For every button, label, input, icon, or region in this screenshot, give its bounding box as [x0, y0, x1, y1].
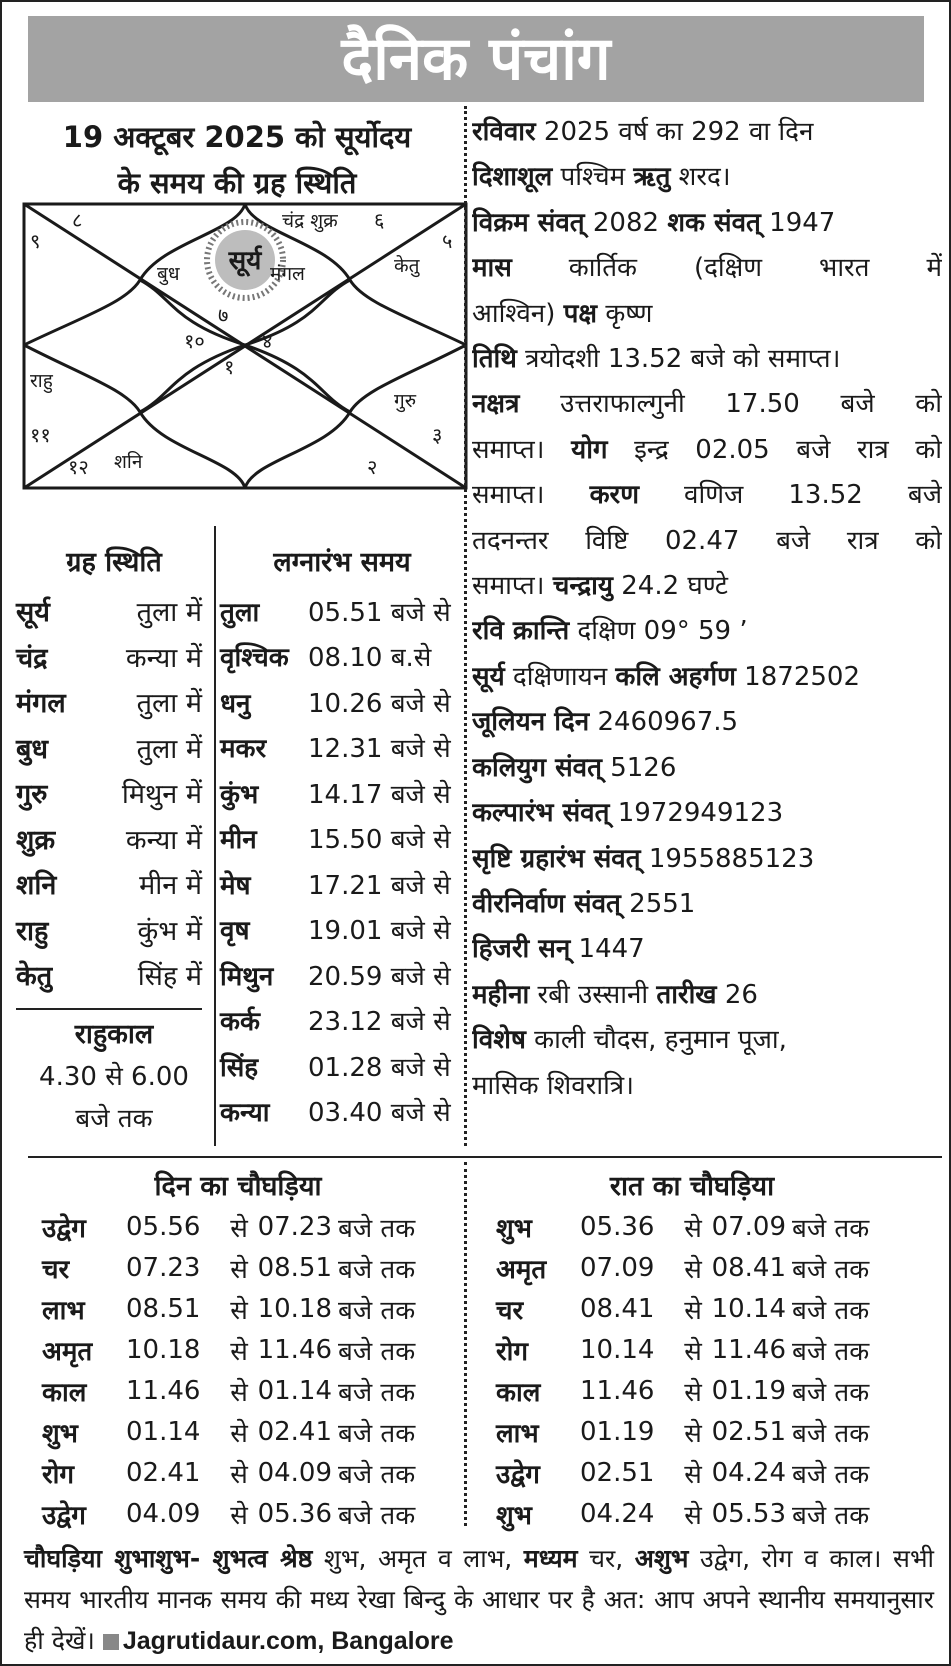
choghadiya-se: से — [684, 1254, 702, 1285]
choghadiya-to: 02.41 — [257, 1416, 332, 1447]
lagna-name: मेष — [220, 870, 251, 901]
ravi-kranti-label: रवि क्रान्ति — [472, 616, 570, 647]
graha-heading: ग्रह स्थिति — [66, 547, 162, 578]
choghadiya-se: से — [230, 1377, 248, 1408]
choghadiya-to: 04.09 — [257, 1457, 332, 1488]
ritu-value: शरद। — [670, 162, 731, 193]
choghadiya-row — [42, 1452, 462, 1493]
house-12: १२ — [68, 455, 89, 479]
lagna-name: मकर — [220, 734, 267, 765]
choghadiya-name: उद्वेग — [496, 1459, 540, 1490]
choghadiya-to: 02.51 — [711, 1416, 786, 1447]
choghadiya-row — [496, 1329, 936, 1370]
choghadiya-se: से — [230, 1336, 248, 1367]
mahina-value: रबी उस्सानी — [529, 979, 657, 1010]
choghadiya-from: 07.09 — [580, 1252, 655, 1283]
night-choghadiya-list — [496, 1206, 936, 1534]
choghadiya-se: से — [684, 1336, 702, 1367]
graha-position: तुला में — [136, 688, 202, 720]
choghadiya-name: रोग — [42, 1459, 75, 1490]
choghadiya-row — [496, 1206, 936, 1247]
graha-row — [16, 907, 202, 953]
footer-text-3: उद्वेग, रोग व काल। सभी समय भारतीय मानक समय की मध्य रेखा बिन्दु के आधार पर है अत: आप अपने स्थानीय समयानुसार ही देखें। — [24, 1544, 934, 1655]
panchang-details — [472, 110, 942, 1109]
choghadiya-name: अमृत — [42, 1336, 93, 1367]
srishti-samvat-value: 1955885123 — [640, 843, 815, 874]
choghadiya-suffix: बजे तक — [792, 1295, 870, 1326]
graha-lagna-divider — [214, 526, 216, 1146]
nakshatra-value: उत्तराफाल्गुनी 17.50 बजे को — [519, 389, 942, 420]
vikram-samvat-value: 2082 — [584, 207, 668, 238]
choghadiya-suffix: बजे तक — [792, 1213, 870, 1244]
house-4: ४ — [262, 329, 273, 353]
house-6: ६ — [374, 208, 385, 232]
choghadiya-suffix: बजे तक — [792, 1500, 870, 1531]
choghadiya-row — [496, 1288, 936, 1329]
choghadiya-from: 02.51 — [580, 1457, 655, 1488]
maas-value-cont: आश्विन) — [472, 298, 564, 329]
house-10: १० — [184, 329, 205, 353]
house-11: ११ — [30, 423, 51, 447]
lagna-time: 08.10 ब.से — [308, 643, 432, 674]
choghadiya-se: से — [230, 1418, 248, 1449]
graha-row — [16, 816, 202, 862]
footer-madhyam: मध्यम — [523, 1544, 578, 1573]
karan-value-cont: तदनन्तर विष्टि 02.47 बजे रात्र को — [472, 525, 942, 556]
choghadiya-suffix: बजे तक — [792, 1459, 870, 1490]
choghadiya-name: काल — [496, 1377, 541, 1408]
house-2: २ — [367, 455, 378, 479]
choghadiya-se: से — [230, 1213, 248, 1244]
lagna-row — [220, 998, 464, 1044]
choghadiya-suffix: बजे तक — [338, 1213, 416, 1244]
vaar-value: 2025 वर्ष का 292 वा दिन — [535, 117, 814, 147]
graha-position: तुला में — [136, 733, 202, 765]
choghadiya-to: 11.46 — [711, 1334, 786, 1365]
choghadiya-to: 04.24 — [711, 1457, 786, 1488]
paksha-label: पक्ष — [563, 298, 598, 329]
vikram-samvat-label: विक्रम संवत् — [472, 207, 585, 238]
choghadiya-row — [496, 1370, 936, 1411]
choghadiya-name: शुभ — [42, 1418, 78, 1449]
main-vertical-divider — [464, 106, 467, 1146]
choghadiya-name: रोग — [496, 1336, 529, 1367]
choghadiya-se: से — [684, 1213, 702, 1244]
shani-label: शनि — [114, 451, 143, 473]
ravi-kranti-value: दक्षिण 09° 59 ’ — [569, 616, 748, 647]
footer-note — [24, 1538, 934, 1662]
guru-label: गुरु — [394, 390, 417, 412]
ritu-label: ऋतु — [633, 162, 671, 193]
house-1: १ — [224, 355, 235, 379]
tithi-label: तिथि — [472, 344, 517, 375]
choghadiya-row — [42, 1370, 462, 1411]
vaar-label: रविवार — [472, 117, 536, 147]
lagna-time: 12.31 बजे से — [308, 734, 451, 765]
julian-day-value: 2460967.5 — [589, 707, 739, 738]
choghadiya-divider — [28, 1156, 942, 1158]
mahina-label: महीना — [472, 979, 530, 1010]
ketu-label: केतु — [394, 255, 420, 277]
dishashool-label: दिशाशूल — [472, 162, 553, 193]
nakshatra-value-cont: समाप्त। — [472, 434, 572, 465]
lagna-row — [220, 725, 464, 771]
rahukaal-box — [16, 1014, 212, 1140]
lagna-name: मीन — [220, 825, 257, 856]
budh-label: बुध — [157, 263, 180, 285]
choghadiya-from: 01.19 — [580, 1416, 655, 1447]
choghadiya-row — [42, 1329, 462, 1370]
sun-label: सूर्य — [228, 246, 262, 276]
lagna-row — [220, 861, 464, 907]
choghadiya-name: शुभ — [496, 1500, 532, 1531]
dishashool-value: पश्चिम — [552, 162, 634, 193]
srishti-samvat-label: सृष्टि ग्रहारंभ संवत् — [472, 843, 641, 874]
lagna-row — [220, 588, 464, 634]
choghadiya-se: से — [230, 1500, 248, 1531]
lagna-name: धनु — [220, 688, 251, 719]
lagna-time: 01.28 बजे से — [308, 1052, 451, 1083]
graha-row — [16, 679, 202, 725]
graha-name: मंगल — [16, 688, 66, 720]
rahu-label: राहु — [30, 370, 53, 392]
choghadiya-suffix: बजे तक — [338, 1336, 416, 1367]
surya-label: सूर्य — [472, 661, 505, 692]
graha-position: सिंह में — [137, 961, 202, 993]
lagna-row — [220, 907, 464, 953]
lagna-name: कुंभ — [220, 779, 259, 810]
house-5: ५ — [442, 229, 453, 253]
choghadiya-to: 07.09 — [711, 1211, 786, 1242]
night-choghadiya-heading: रात का चौघड़िया — [609, 1171, 775, 1202]
graha-row — [16, 634, 202, 680]
graha-name: गुरु — [16, 779, 48, 811]
kundli-chart — [22, 202, 468, 490]
choghadiya-suffix: बजे तक — [338, 1295, 416, 1326]
graha-position: कुंभ में — [137, 915, 202, 947]
tarikh-value: 26 — [716, 979, 758, 1010]
footer-ashubh: अशुभ — [634, 1544, 689, 1573]
julian-day-label: जूलियन दिन — [472, 707, 590, 738]
graha-position: मिथुन में — [121, 779, 202, 811]
hijri-san-label: हिजरी सन् — [472, 934, 571, 965]
choghadiya-from: 08.41 — [580, 1293, 655, 1324]
choghadiya-name: चर — [42, 1254, 70, 1285]
chandrayu-value: 24.2 घण्टे — [612, 571, 728, 602]
footer-text-2: चर, — [577, 1544, 635, 1573]
choghadiya-row — [42, 1493, 462, 1534]
choghadiya-name: शुभ — [496, 1213, 532, 1244]
graha-name: बुध — [16, 733, 49, 765]
lagna-row — [220, 770, 464, 816]
choghadiya-se: से — [684, 1418, 702, 1449]
choghadiya-suffix: बजे तक — [338, 1500, 416, 1531]
lagna-time: 23.12 बजे से — [308, 1007, 451, 1038]
choghadiya-from: 01.14 — [126, 1416, 201, 1447]
choghadiya-from: 10.14 — [580, 1334, 655, 1365]
graha-name: सूर्य — [16, 597, 50, 629]
choghadiya-name: लाभ — [496, 1418, 539, 1449]
choghadiya-from: 05.56 — [126, 1211, 201, 1242]
lagna-heading: लग्नारंभ समय — [273, 547, 411, 578]
choghadiya-name: उद्वेग — [42, 1500, 86, 1531]
graha-name: केतु — [16, 961, 53, 993]
karan-label: करण — [589, 480, 639, 511]
rahukaal-suffix: बजे तक — [75, 1104, 153, 1134]
chart-title-line-2: के समय की ग्रह स्थिति — [117, 166, 357, 200]
vishesh-value: काली चौदस, हनुमान पूजा, — [525, 1025, 787, 1056]
graha-list — [16, 588, 202, 998]
rahukaal-divider — [16, 1008, 202, 1010]
choghadiya-suffix: बजे तक — [338, 1459, 416, 1490]
yog-value: इन्द्र 02.05 बजे रात्र को — [607, 434, 942, 465]
lagna-name: सिंह — [220, 1052, 259, 1083]
veernirvan-samvat-value: 2551 — [620, 888, 696, 919]
kaliyug-samvat-value: 5126 — [601, 752, 677, 783]
day-choghadiya-list — [42, 1206, 462, 1534]
choghadiya-from: 02.41 — [126, 1457, 201, 1488]
lagna-time: 14.17 बजे से — [308, 779, 451, 810]
kalparambh-samvat-value: 1972949123 — [609, 798, 784, 829]
choghadiya-suffix: बजे तक — [792, 1336, 870, 1367]
choghadiya-row — [42, 1247, 462, 1288]
graha-row — [16, 725, 202, 771]
lagna-row — [220, 952, 464, 998]
choghadiya-row — [42, 1288, 462, 1329]
rahukaal-time: 4.30 से 6.00 — [39, 1062, 189, 1092]
choghadiya-se: से — [684, 1500, 702, 1531]
surya-value: दक्षिणायन — [504, 661, 616, 692]
choghadiya-to: 07.23 — [257, 1211, 332, 1242]
graha-row — [16, 952, 202, 998]
choghadiya-to: 08.51 — [257, 1252, 332, 1283]
graha-position: तुला में — [136, 597, 202, 629]
choghadiya-suffix: बजे तक — [792, 1418, 870, 1449]
graha-name: राहु — [16, 915, 49, 947]
maas-value: कार्तिक (दक्षिण भारत में — [511, 253, 942, 284]
choghadiya-from: 04.24 — [580, 1498, 655, 1529]
graha-position: कन्या में — [125, 824, 202, 856]
vishesh-value-cont: मासिक शिवरात्रि। — [472, 1070, 635, 1101]
graha-name: शुक्र — [16, 824, 56, 856]
lagna-time: 20.59 बजे से — [308, 961, 451, 992]
choghadiya-from: 07.23 — [126, 1252, 201, 1283]
karan-value-end: समाप्त। — [472, 571, 553, 602]
footer-brand: Jagrutidaur.com, Bangalore — [122, 1627, 454, 1655]
square-icon — [103, 1634, 119, 1650]
choghadiya-row — [496, 1452, 936, 1493]
lagna-name: मिथुन — [220, 961, 274, 992]
graha-row — [16, 588, 202, 634]
choghadiya-from: 08.51 — [126, 1293, 201, 1324]
lagna-time: 05.51 बजे से — [308, 597, 451, 628]
choghadiya-name: काल — [42, 1377, 87, 1408]
chandra-shukra-label: चंद्र शुक्र — [282, 210, 338, 232]
choghadiya-name: चर — [496, 1295, 524, 1326]
graha-row — [16, 861, 202, 907]
graha-position: मीन में — [139, 870, 202, 902]
house-9: ९ — [30, 229, 41, 253]
house-7: ७ — [218, 303, 229, 327]
lagna-name: तुला — [220, 597, 260, 628]
choghadiya-row — [496, 1411, 936, 1452]
footer-text-1: शुभ, अमृत व लाभ, — [312, 1544, 524, 1573]
choghadiya-from: 10.18 — [126, 1334, 201, 1365]
lagna-name: कर्क — [220, 1007, 260, 1038]
lagna-time: 10.26 बजे से — [308, 688, 451, 719]
chandrayu-label: चन्द्रायु — [552, 571, 613, 602]
nakshatra-label: नक्षत्र — [472, 389, 520, 420]
kaliyug-samvat-label: कलियुग संवत् — [472, 752, 602, 783]
lagna-row — [220, 679, 464, 725]
choghadiya-row — [496, 1493, 936, 1534]
chart-title — [22, 114, 452, 206]
choghadiya-name: उद्वेग — [42, 1213, 86, 1244]
paksha-value: कृष्ण — [597, 298, 653, 329]
day-choghadiya-heading: दिन का चौघड़िया — [154, 1171, 322, 1202]
choghadiya-from: 11.46 — [580, 1375, 655, 1406]
graha-row — [16, 770, 202, 816]
choghadiya-to: 05.53 — [711, 1498, 786, 1529]
graha-position: कन्या में — [125, 642, 202, 674]
page-banner: दैनिक पंचांग — [28, 16, 924, 102]
lagna-name: वृष — [220, 916, 250, 947]
kalparambh-samvat-label: कल्पारंभ संवत् — [472, 798, 610, 829]
choghadiya-to: 08.41 — [711, 1252, 786, 1283]
house-3: ३ — [432, 423, 443, 447]
yog-value-cont: समाप्त। — [472, 480, 590, 511]
choghadiya-suffix: बजे तक — [792, 1377, 870, 1408]
tithi-value: त्रयोदशी 13.52 बजे को समाप्त। — [516, 344, 841, 375]
choghadiya-to: 01.14 — [257, 1375, 332, 1406]
lagna-time: 19.01 बजे से — [308, 916, 451, 947]
choghadiya-se: से — [230, 1459, 248, 1490]
lagna-row — [220, 634, 464, 680]
chart-title-line-1: 19 अक्टूबर 2025 को सूर्योदय — [62, 120, 412, 154]
choghadiya-se: से — [230, 1295, 248, 1326]
tarikh-label: तारीख — [656, 979, 717, 1010]
lagna-time: 15.50 बजे से — [308, 825, 451, 856]
choghadiya-from: 11.46 — [126, 1375, 201, 1406]
choghadiya-from: 05.36 — [580, 1211, 655, 1242]
graha-name: चंद्र — [16, 642, 48, 674]
graha-name: शनि — [16, 870, 57, 902]
choghadiya-se: से — [684, 1459, 702, 1490]
lagna-row — [220, 1043, 464, 1089]
choghadiya-se: से — [684, 1377, 702, 1408]
choghadiya-suffix: बजे तक — [338, 1254, 416, 1285]
maas-label: मास — [472, 253, 512, 284]
choghadiya-to: 11.46 — [257, 1334, 332, 1365]
choghadiya-se: से — [684, 1295, 702, 1326]
lagna-time: 17.21 बजे से — [308, 870, 451, 901]
choghadiya-name: अमृत — [496, 1254, 547, 1285]
lagna-name: कन्या — [220, 1098, 270, 1129]
kali-ahargan-value: 1872502 — [735, 661, 860, 692]
mangal-label: मंगल — [270, 263, 305, 285]
yog-label: योग — [571, 434, 608, 465]
rahukaal-heading: राहुकाल — [74, 1019, 154, 1050]
choghadiya-vertical-divider — [464, 1162, 467, 1526]
vishesh-label: विशेष — [472, 1025, 526, 1056]
choghadiya-suffix: बजे तक — [338, 1418, 416, 1449]
house-8: ८ — [72, 208, 83, 232]
choghadiya-se: से — [230, 1254, 248, 1285]
choghadiya-from: 04.09 — [126, 1498, 201, 1529]
choghadiya-to: 05.36 — [257, 1498, 332, 1529]
shak-samvat-label: शक संवत् — [667, 207, 761, 238]
lagna-name: वृश्चिक — [220, 643, 289, 674]
lagna-list — [220, 588, 464, 1134]
choghadiya-row — [496, 1247, 936, 1288]
choghadiya-row — [42, 1206, 462, 1247]
choghadiya-name: लाभ — [42, 1295, 85, 1326]
lagna-time: 03.40 बजे से — [308, 1098, 451, 1129]
choghadiya-suffix: बजे तक — [792, 1254, 870, 1285]
footer-shubhatva: चौघड़िया शुभाशुभ- शुभत्व श्रेष्ठ — [24, 1544, 313, 1573]
choghadiya-to: 01.19 — [711, 1375, 786, 1406]
choghadiya-to: 10.14 — [711, 1293, 786, 1324]
choghadiya-to: 10.18 — [257, 1293, 332, 1324]
lagna-row — [220, 1089, 464, 1135]
karan-value: वणिज 13.52 बजे — [639, 480, 942, 511]
shak-samvat-value: 1947 — [760, 207, 836, 238]
veernirvan-samvat-label: वीरनिर्वाण संवत् — [472, 888, 621, 919]
hijri-san-value: 1447 — [570, 934, 645, 965]
choghadiya-row — [42, 1411, 462, 1452]
lagna-row — [220, 816, 464, 862]
choghadiya-suffix: बजे तक — [338, 1377, 416, 1408]
kali-ahargan-label: कलि अहर्गण — [615, 661, 736, 692]
